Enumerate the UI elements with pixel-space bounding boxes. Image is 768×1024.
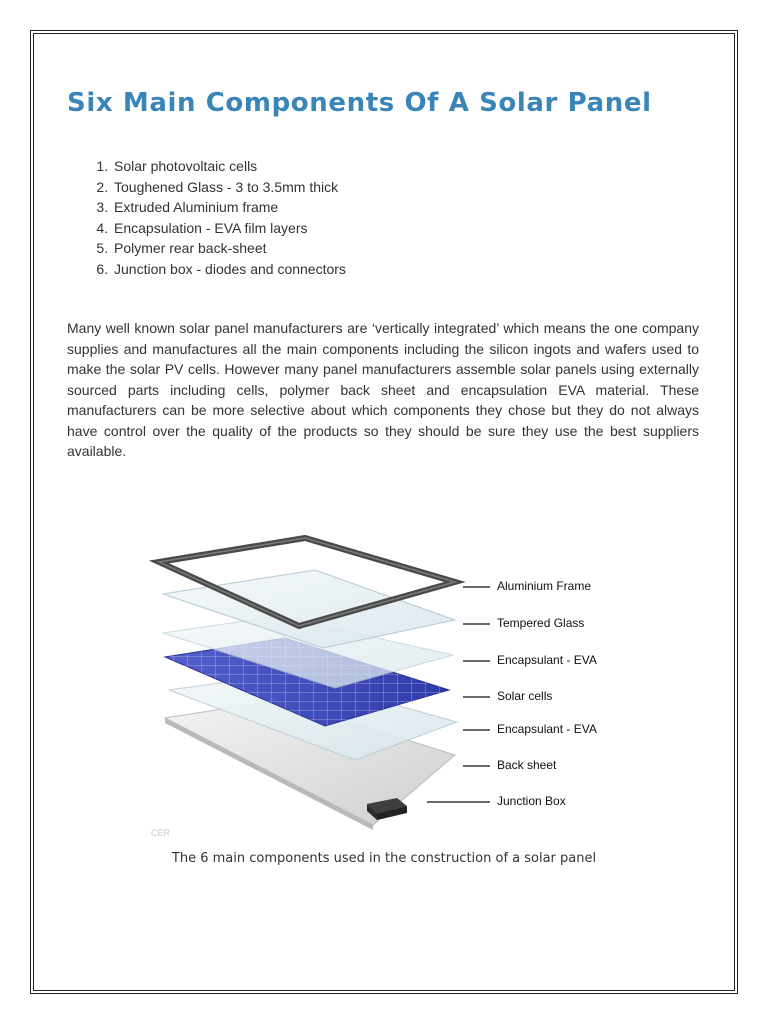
watermark-text: CER xyxy=(151,828,171,838)
list-item: 3. Extruded Aluminium frame xyxy=(112,197,346,218)
list-item: 4. Encapsulation - EVA film layers xyxy=(112,218,346,239)
solar-panel-diagram xyxy=(145,530,620,845)
list-item: 6. Junction box - diodes and connectors xyxy=(112,259,346,280)
list-item: 5. Polymer rear back-sheet xyxy=(112,238,346,259)
label-aluminium-frame: Aluminium Frame xyxy=(497,579,592,593)
label-solar-cells: Solar cells xyxy=(497,689,553,703)
body-paragraph: Many well known solar panel manufacturers are ‘vertically integrated’ which means the one company supplies and manufactures all the main components including the silicon ingots and wafers used to make the solar PV cells. However many panel manufacturers assemble solar panels using externally sourced parts including cells, polymer back sheet and encapsulation EVA material. These manufacturers can be more selective about which components they chose but they do not always have control over the quality of the products so they should be sure they use the best suppliers available. xyxy=(67,320,699,459)
page-title: Six Main Components Of A Solar Panel xyxy=(67,88,652,118)
components-list xyxy=(70,156,346,279)
label-tempered-glass: Tempered Glass xyxy=(497,616,585,630)
label-encapsulant-top: Encapsulant - EVA xyxy=(497,653,597,667)
label-back-sheet: Back sheet xyxy=(497,758,557,772)
list-item: 1. Solar photovoltaic cells xyxy=(112,156,346,177)
label-junction-box: Junction Box xyxy=(497,794,566,808)
figure-caption: The 6 main components used in the construction of a solar panel xyxy=(171,851,597,866)
list-item: 2. Toughened Glass - 3 to 3.5mm thick xyxy=(112,177,346,198)
label-encapsulant-bottom: Encapsulant - EVA xyxy=(497,722,597,736)
